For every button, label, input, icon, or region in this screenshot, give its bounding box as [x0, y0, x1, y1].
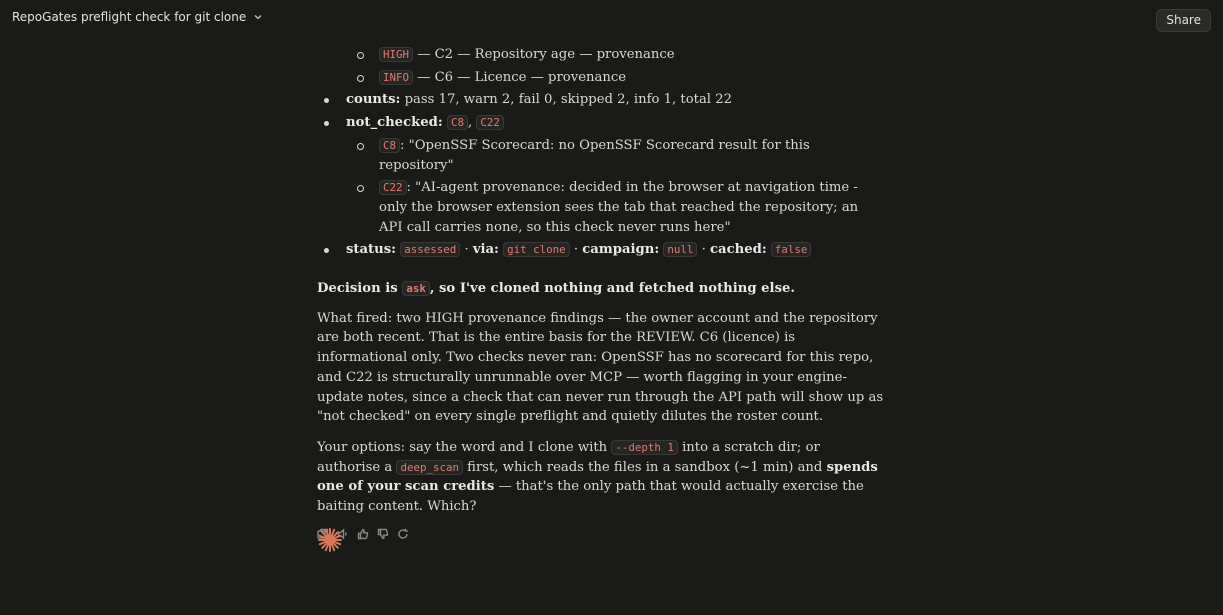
check-code: C22	[379, 180, 407, 195]
counts-item	[317, 90, 885, 110]
options-text: first, which reads the files in a sandbox (~1 min) and	[462, 459, 827, 475]
conversation-title: RepoGates preflight check for git clone	[12, 10, 247, 24]
decision-suffix: , so I've cloned nothing and fetched nothing else.	[429, 281, 795, 297]
summary-list	[317, 90, 885, 132]
message-actions	[317, 526, 885, 542]
deep-scan-code: deep_scan	[396, 460, 463, 475]
check-reason: : "AI-agent provenance: decided in the browser at navigation time - only the browser extension sees the tab that reached the repository; an API call carries none, so this check never runs here"	[379, 180, 859, 235]
findings-list	[317, 45, 885, 87]
status-list	[317, 240, 885, 260]
via-value: git clone	[503, 242, 570, 257]
claude-spark-icon	[317, 527, 343, 553]
counts-label: counts:	[346, 92, 401, 108]
finding-text: — C6 — Licence — provenance	[413, 69, 627, 85]
depth-code: --depth 1	[611, 440, 678, 455]
decision-prefix: Decision is	[317, 281, 403, 297]
separator: ,	[467, 115, 473, 131]
cached-label: cached:	[710, 242, 767, 258]
campaign-value: null	[663, 242, 697, 257]
separator-dot: ·	[569, 242, 583, 258]
what-fired-paragraph: What fired: two HIGH provenance findings — the owner account and the repository are both recent. That is the entire basis for the REVIEW. C6 (licence) is informational only. Two checks never ran: OpenSSF has no scorecard for this repo, and C22 is structurally unrunnable over MCP — worth flagging in your engine-update notes, since a check that can never run through the API path will show up as "not checked" on every single preflight and quietly dilutes the roster count.	[317, 310, 884, 425]
decision-line	[317, 279, 885, 299]
chevron-down-icon	[252, 11, 264, 23]
not-checked-item	[317, 113, 885, 133]
status-item	[317, 240, 885, 260]
not-checked-detail	[317, 178, 885, 237]
options-paragraph	[317, 438, 885, 517]
check-code: C8	[447, 115, 468, 130]
thumbs-down-icon[interactable]	[377, 528, 389, 540]
share-button[interactable]: Share	[1156, 9, 1211, 32]
via-label: via:	[472, 242, 499, 258]
not-checked-label: not_checked:	[346, 115, 443, 131]
status-label: status:	[346, 242, 397, 258]
top-bar	[0, 0, 1223, 40]
options-text: — that's the only path that would actually exercise the baiting content. Which?	[317, 479, 864, 515]
finding-text: — C2 — Repository age — provenance	[413, 47, 675, 62]
not-checked-detail	[317, 136, 885, 175]
separator-dot: ·	[697, 242, 711, 258]
decision-code: ask	[402, 281, 430, 296]
not-checked-list	[317, 136, 885, 238]
counts-text: pass 17, warn 2, fail 0, skipped 2, info 1, total 22	[400, 92, 732, 108]
conversation-title-button[interactable]	[12, 10, 264, 24]
finding-item	[317, 45, 885, 65]
separator-dot: ·	[460, 242, 473, 258]
cached-value: false	[771, 242, 812, 257]
options-text: into a scratch dir; or authorise a	[317, 439, 820, 475]
finding-item	[317, 68, 885, 88]
retry-icon[interactable]	[397, 528, 409, 540]
credits-emphasis: spends one of your scan credits	[317, 459, 878, 495]
status-value: assessed	[400, 242, 460, 257]
check-code: C8	[379, 138, 400, 153]
check-code: C22	[476, 115, 504, 130]
severity-code: INFO	[379, 70, 413, 85]
campaign-label: campaign:	[582, 242, 660, 258]
assistant-message	[317, 45, 885, 542]
check-reason: : "OpenSSF Scorecard: no OpenSSF Scorecard result for this repository"	[379, 137, 810, 173]
options-text: Your options: say the word and I clone with	[317, 439, 612, 455]
thumbs-up-icon[interactable]	[357, 528, 369, 540]
severity-code: HIGH	[379, 47, 413, 62]
